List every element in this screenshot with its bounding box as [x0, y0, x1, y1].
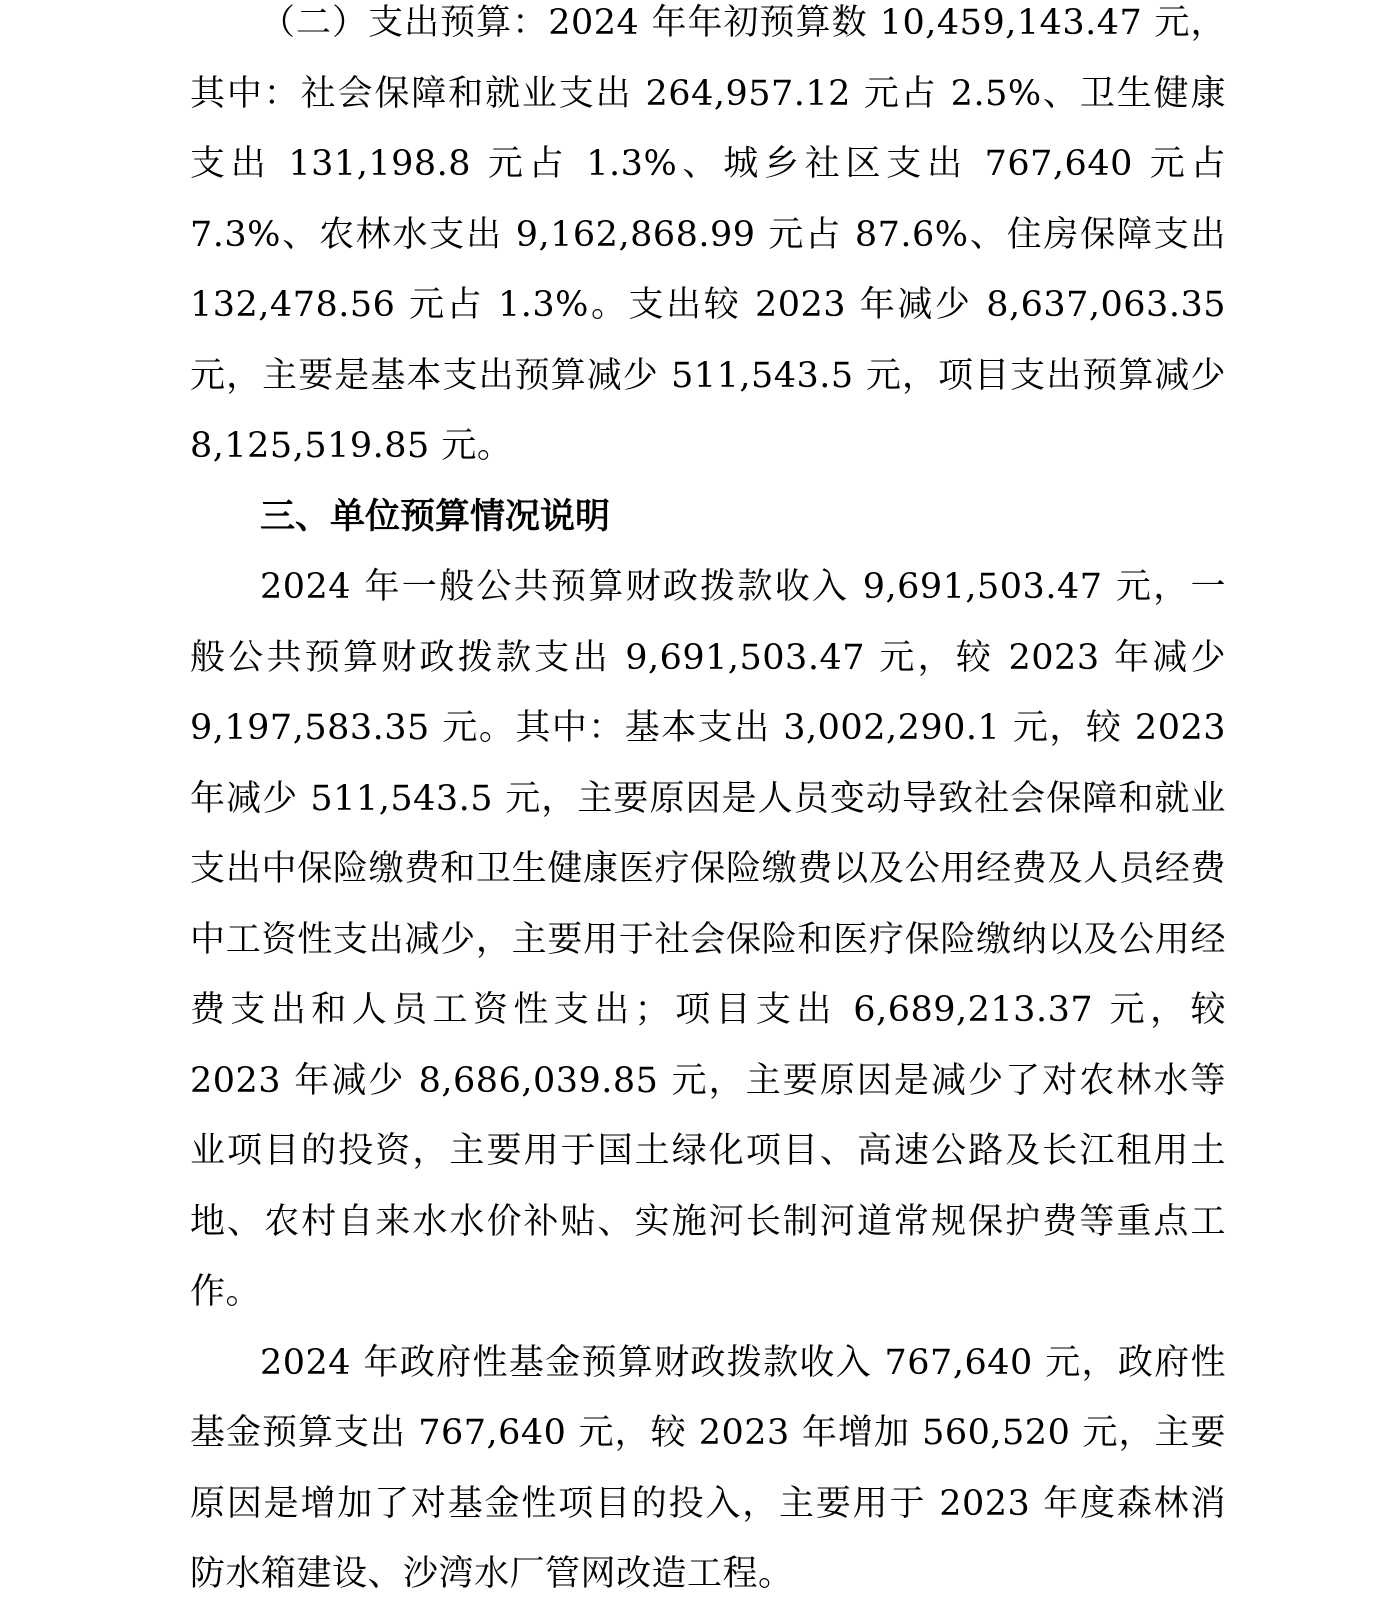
general-budget-paragraph: 2024 年一般公共预算财政拨款收入 9,691,503.47 元，一般公共预算财政拨款支出 9,691,503.47 元，较 2023 年减少 9,197,583.35 元。其中：基本支出 3,002,290.1 元，较 2023 年减少 511,543.5 元，主要原因是人员变动导致社会保障和就业支出中保险缴费和卫生健康医疗保险缴费以及公用经费及人员经费中工资性支出减少，主要用于社会保险和医疗保险缴纳以及公用经费支出和人员工资性支出；项目支出 6,689,213.37 元，较 2023 年减少 8,686,039.85 元，主要原因是减少了对农林水等业项目的投资，主要用于国土绿化项目、高速公路及长江租用土地、农村自来水水价补贴、实施河长制河道常规保护费等重点工作。	[190, 567, 1226, 1312]
fund-budget-paragraph: 2024 年政府性基金预算财政拨款收入 767,640 元，政府性基金预算支出 767,640 元，较 2023 年增加 560,520 元，主要原因是增加了对基金性项目的投入，主要用于 2023 年度森林消防水箱建设、沙湾水厂管网改造工程。	[190, 1342, 1226, 1594]
document-page	[190, 0, 1226, 1610]
expenditure-budget-paragraph: （二）支出预算：2024 年年初预算数 10,459,143.47 元，其中：社会保障和就业支出 264,957.12 元占 2.5%、卫生健康支出 131,198.8 元占 1.3%、城乡社区支出 767,640 元占 7.3%、农林水支出 9,162,868.99 元占 87.6%、住房保障支出 132,478.56 元占 1.3%。支出较 2023 年减少 8,637,063.35 元，主要是基本支出预算减少 511,543.5 元，项目支出预算减少 8,125,519.85 元。	[190, 3, 1226, 466]
section-heading-unit-budget: 三、单位预算情况说明	[260, 496, 611, 537]
